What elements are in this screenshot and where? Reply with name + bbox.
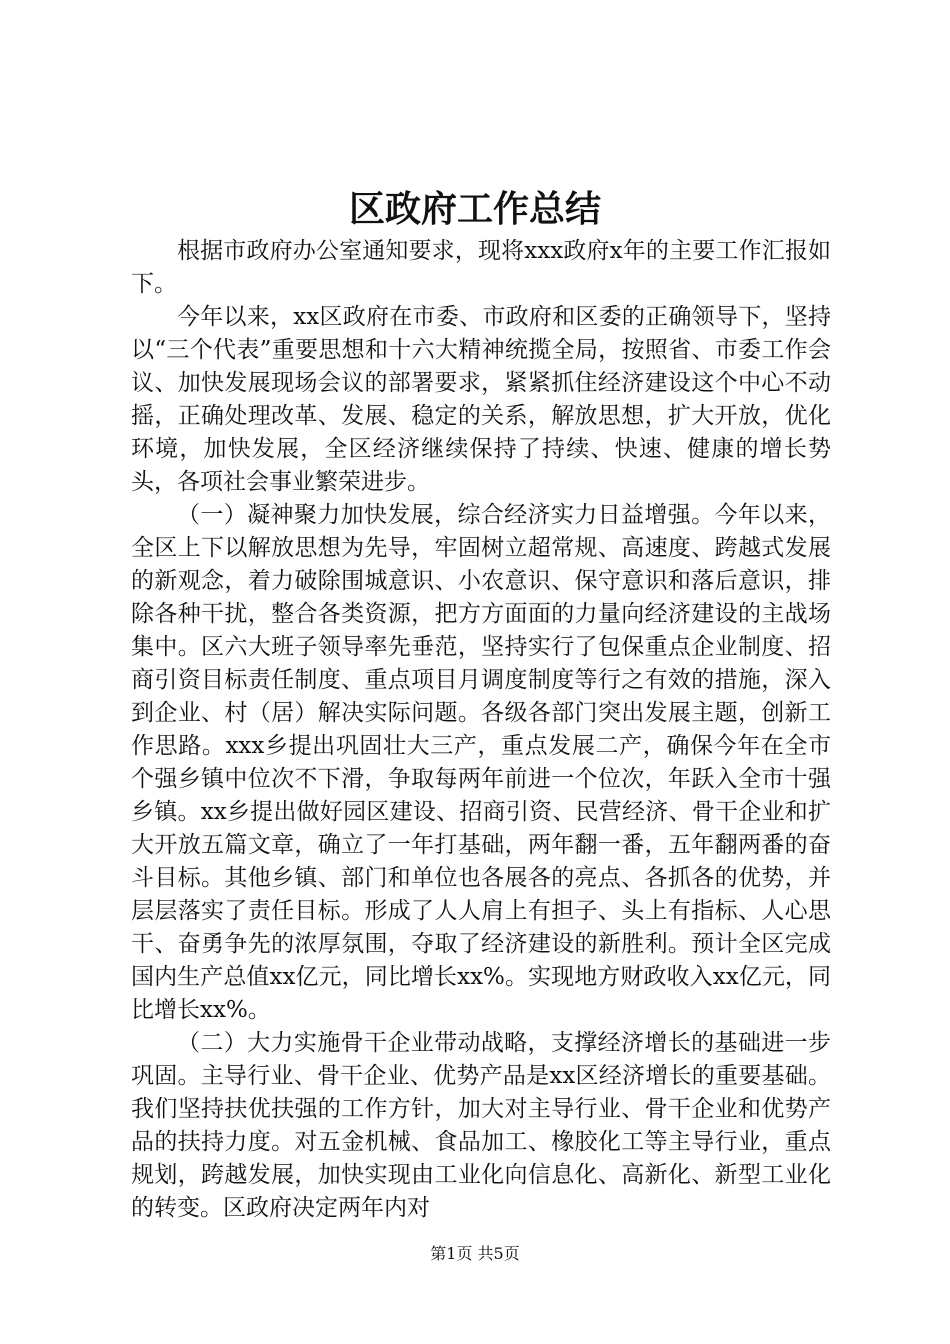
paragraph-intro: 根据市政府办公室通知要求，现将xxx政府x年的主要工作汇报如下。 <box>131 238 831 297</box>
paragraph-section-2: （二）大力实施骨干企业带动战略，支撑经济增长的基础进一步巩固。主导行业、骨干企业、优势产品是xx区经济增长的重要基础。我们坚持扶优扶强的工作方针，加大对主导行业、骨干企业和优势产品的扶持力度。对五金机械、食品加工、橡胶化工等主导行业，重点规划，跨越发展，加快实现由工业化向信息化、高新化、新型工业化的转变。区政府决定两年内对 <box>131 1030 831 1221</box>
document-body <box>131 235 831 1225</box>
page-footer: 第1页 共5页 <box>430 1244 520 1263</box>
paragraph-overview: 今年以来，xx区政府在市委、市政府和区委的正确领导下，坚持以“三个代表”重要思想和十六大精神统揽全局，按照省、市委工作会议、加快发展现场会议的部署要求，紧紧抓住经济建设这个中心不动摇，正确处理改革、发展、稳定的关系，解放思想，扩大开放，优化环境，加快发展，全区经济继续保持了持续、快速、健康的增长势头，各项社会事业繁荣进步。 <box>131 304 831 495</box>
document-title: 区政府工作总结 <box>348 188 601 230</box>
paragraph-section-1: （一）凝神聚力加快发展，综合经济实力日益增强。今年以来，全区上下以解放思想为先导，牢固树立超常规、高速度、跨越式发展的新观念，着力破除围城意识、小农意识、保守意识和落后意识，排除各种干扰，整合各类资源，把方方面面的力量向经济建设的主战场集中。区六大班子领导率先垂范，坚持实行了包保重点企业制度、招商引资目标责任制度、重点项目月调度制度等行之有效的措施，深入到企业、村（居）解决实际问题。各级各部门突出发展主题，创新工作思路。xxx乡提出巩固壮大三产，重点发展二产，确保今年在全市个强乡镇中位次不下滑，争取每两年前进一个位次，年跃入全市十强乡镇。xx乡提出做好园区建设、招商引资、民营经济、骨干企业和扩大开放五篇文章，确立了一年打基础，两年翻一番，五年翻两番的奋斗目标。其他乡镇、部门和单位也各展各的亮点、各抓各的优势，并层层落实了责任目标。形成了人人肩上有担子、头上有指标、人心思干、奋勇争先的浓厚氛围，夺取了经济建设的新胜利。预计全区完成国内生产总值xx亿元，同比增长xx%。实现地方财政收入xx亿元，同比增长xx%。 <box>131 502 831 1023</box>
